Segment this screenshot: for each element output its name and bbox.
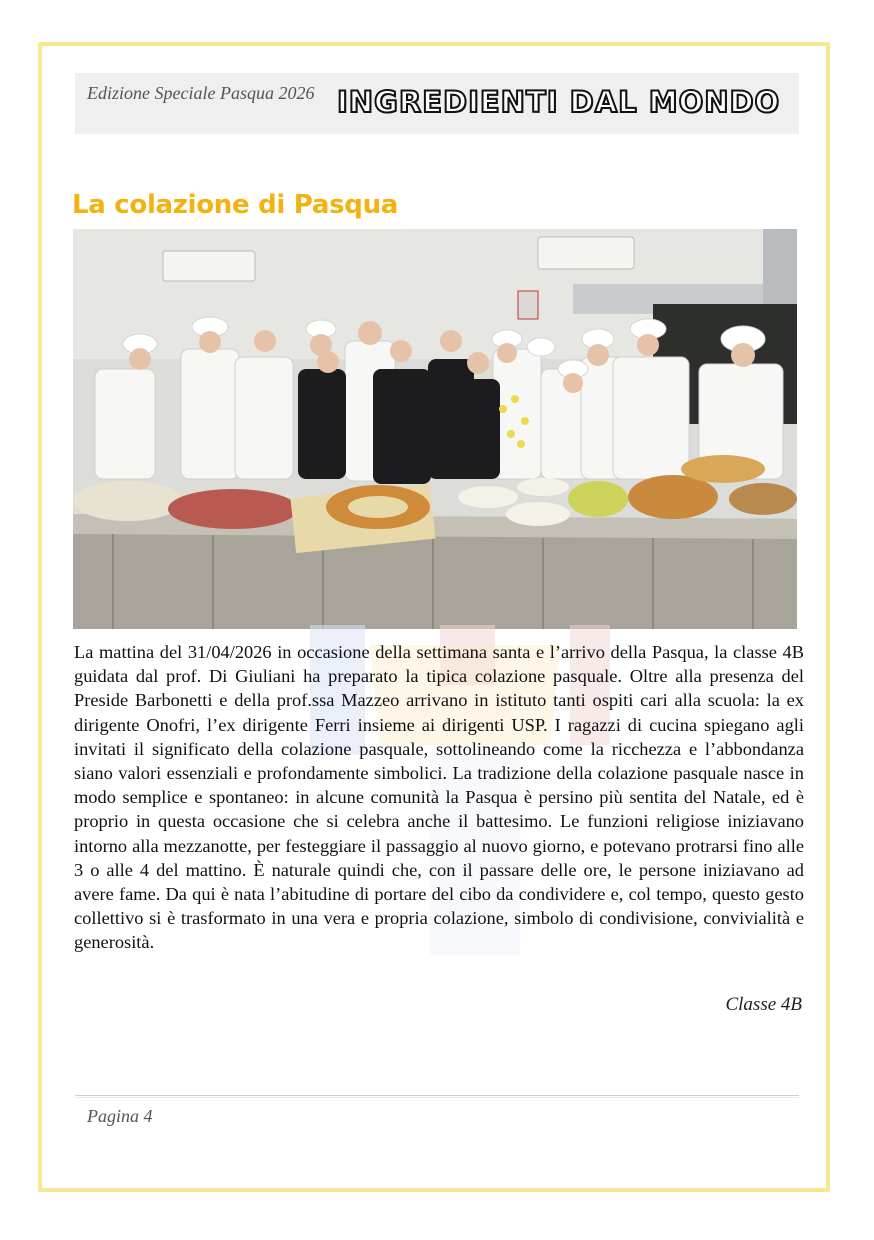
page-header — [75, 73, 799, 134]
article-title: La colazione di Pasqua — [72, 190, 399, 220]
magazine-title: INGREDIENTI DAL MONDO — [337, 85, 781, 119]
article-body: La mattina del 31/04/2026 in occasione della settimana santa e l’arrivo della Pasqua, la classe 4B guidata dal prof. Di Giuliani ha preparato la tipica colazione pasquale. Oltre alla presenza del Preside Barbonetti e della prof.ssa Mazzeo arrivano in istituto tanti ospiti cari alla scuola: la ex dirigente Onofri, l’ex dirigente Ferri insieme ai dirigenti USP. I ragazzi di cucina spiegano agli invitati il significato della colazione pasquale, sottolineando come la ricchezza e l’abbondanza siano valori essenziali e profondamente simbolici. La tradizione della colazione pasquale nasce in modo semplice e spontaneo: in alcune comunità la Pasqua è persino più sentita del Natale, ed è proprio in questa occasione che si celebra anche il battesimo. Le funzioni religiose iniziavano intorno alla mezzanotte, per festeggiare il passaggio al nuovo giorno, e potevano protrarsi fino alle 3 o alle 4 del mattino. È naturale quindi che, con il passare delle ore, le persone iniziavano ad avere fame. Da qui è nata l’abitudine di portare del cibo da condividere e, col tempo, questo gesto collettivo si è trasformato in una vera e propria colazione, simbolo di condivisione, convivialità e generosità. — [74, 642, 804, 953]
footer-divider — [75, 1095, 799, 1096]
article-signature: Classe 4B — [725, 994, 802, 1015]
page-number: Pagina 4 — [87, 1106, 153, 1126]
edition-label: Edizione Speciale Pasqua 2026 — [87, 83, 315, 103]
article-photo — [73, 229, 797, 629]
